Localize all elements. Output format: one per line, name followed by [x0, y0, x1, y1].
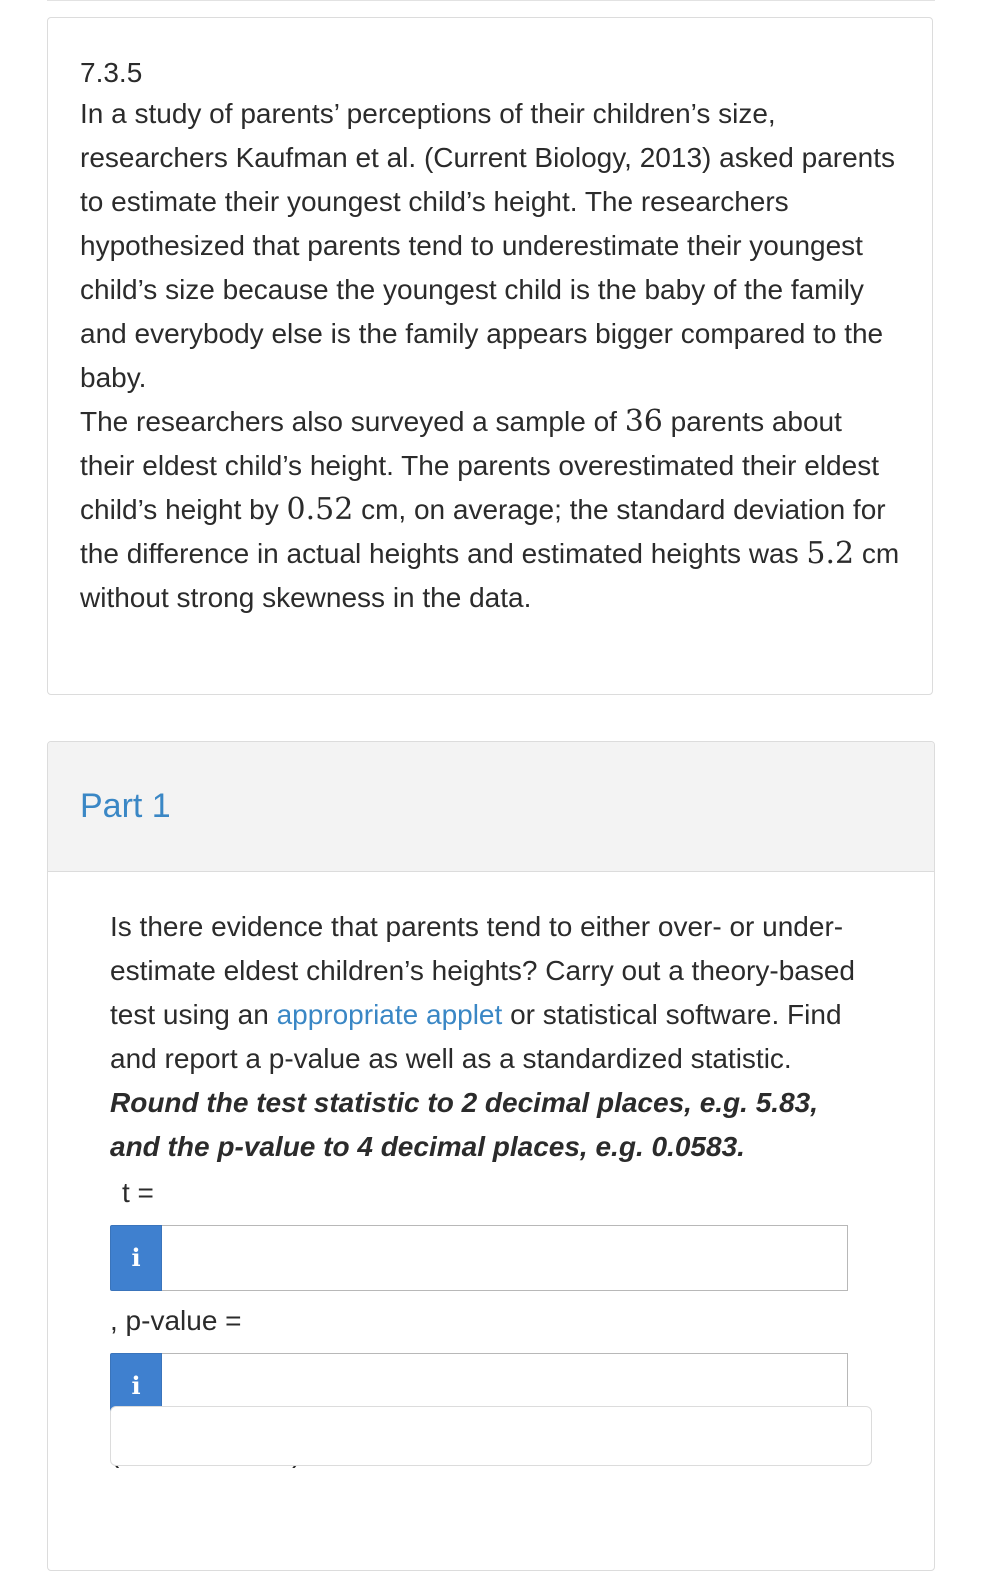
t-statistic-input[interactable] — [162, 1225, 848, 1291]
part-1-card — [47, 741, 935, 1571]
problem-number: 7.3.5 — [80, 57, 143, 88]
question-text — [110, 905, 872, 1169]
p-value-label: , p-value = — [110, 1305, 242, 1336]
standard-deviation-value: 5.2 — [806, 536, 855, 571]
problem-text-segment: parents about their eldest child’s height. The parents overestimated their eldest child’s height by — [80, 406, 879, 525]
sample-size-value: 36 — [624, 404, 663, 439]
question-text-segment: Is there evidence that parents tend to either over- or under-estimate eldest children’s heights? Carry out a theory-based test using an — [110, 911, 855, 1030]
info-icon: i — [131, 1243, 141, 1272]
part-1-body — [48, 872, 934, 1473]
top-divider — [47, 0, 935, 1]
next-section-box — [110, 1406, 872, 1466]
t-statistic-info-button[interactable] — [110, 1225, 162, 1291]
problem-paragraph-1: In a study of parents’ perceptions of their children’s size, researchers Kaufman et al. (Current Biology, 2013) asked parents to estimate their youngest child’s height. The researchers hypothesized that parents tend to underestimate their youngest child’s size because the youngest child is the baby of the family and everybody else is the family appears bigger compared to the baby. — [80, 98, 896, 393]
problem-text-segment: cm without strong skewness in the data. — [80, 538, 900, 613]
info-icon: i — [131, 1371, 141, 1400]
question-text-segment: or statistical software. Find and report a p-value as well as a standardized statistic. — [110, 999, 842, 1074]
t-statistic-label: t = — [122, 1177, 154, 1208]
problem-text-segment: cm, on average; the standard deviation for the difference in actual heights and estimated heights was — [80, 494, 886, 569]
problem-card — [47, 17, 933, 695]
part-1-title: Part 1 — [80, 787, 171, 825]
appropriate-applet-link[interactable]: appropriate applet — [276, 999, 503, 1030]
t-statistic-answer-row — [110, 1225, 848, 1291]
mean-difference-value: 0.52 — [286, 492, 354, 527]
rounding-instruction: Round the test statistic to 2 decimal places, e.g. 5.83, and the p-value to 4 decimal places, e.g. 0.0583. — [110, 1087, 818, 1162]
part-1-header — [48, 742, 934, 872]
problem-paragraph-2 — [80, 400, 900, 620]
problem-text-segment: The researchers also surveyed a sample of — [80, 406, 625, 437]
